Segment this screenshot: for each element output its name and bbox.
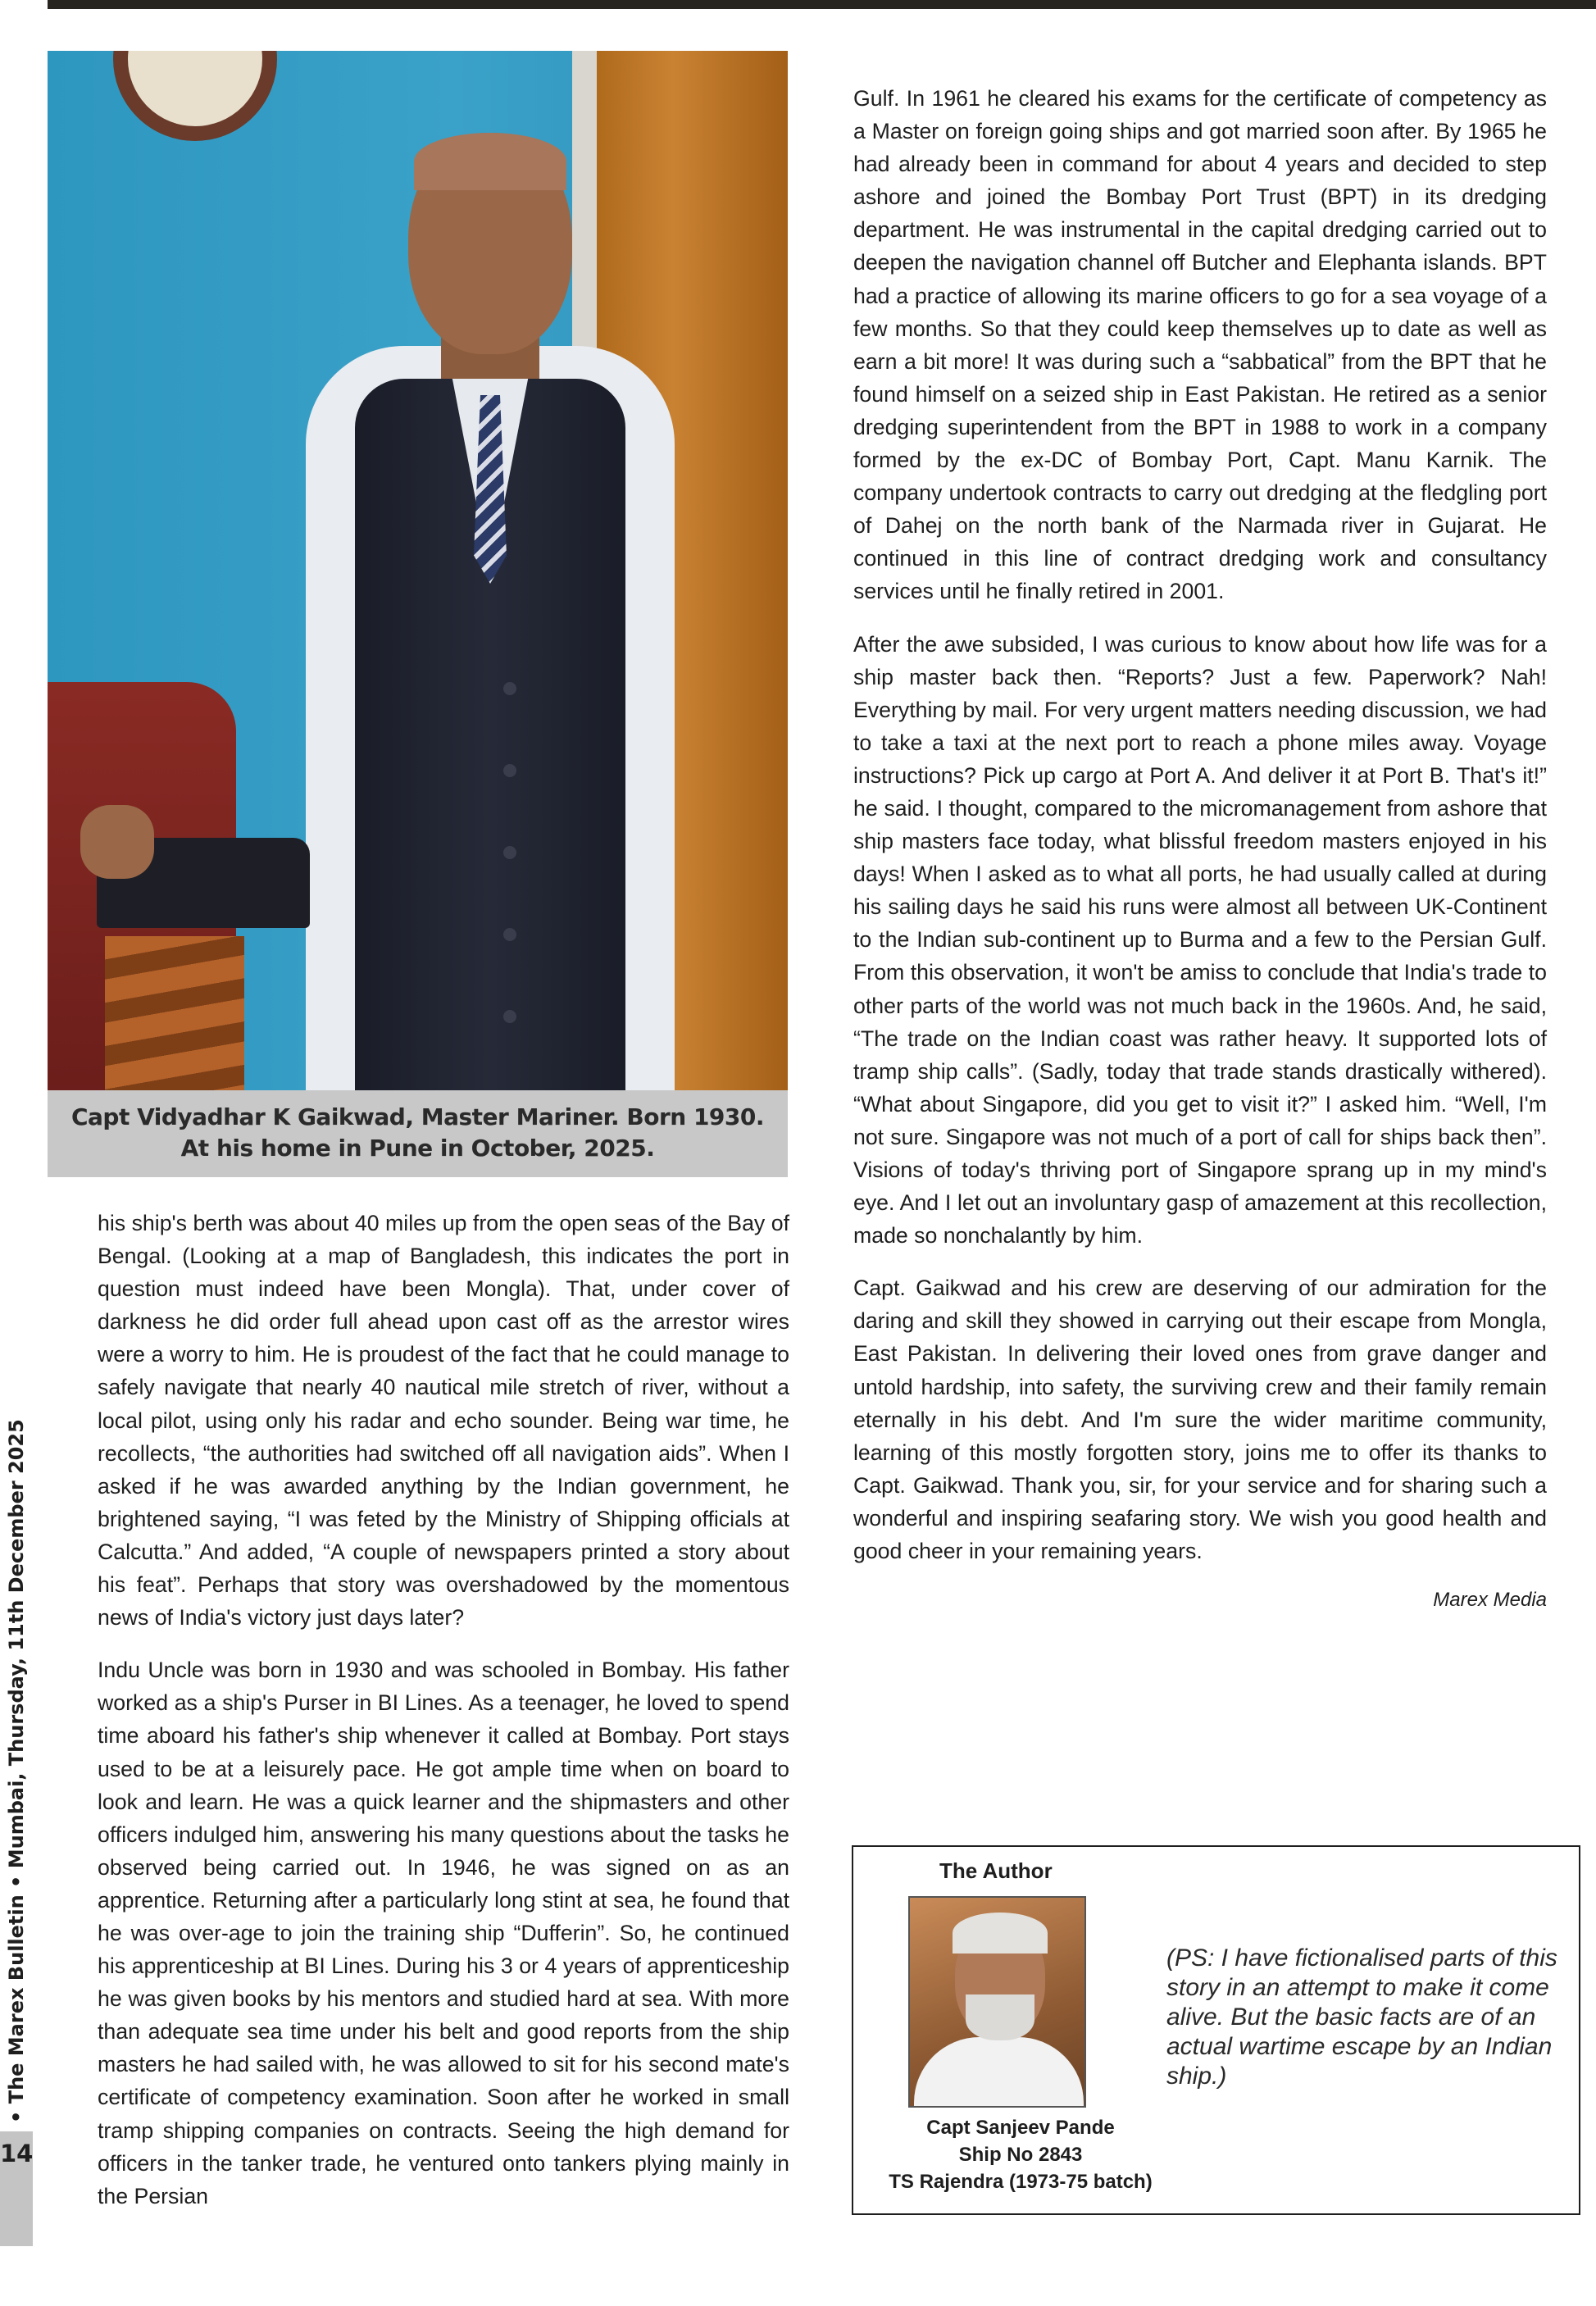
page-number: 14	[0, 2140, 34, 2167]
photo-hand	[80, 805, 154, 879]
author-photo-shirt	[914, 2037, 1084, 2108]
photo-vest-button	[503, 1010, 516, 1023]
running-head: • The Marex Bulletin • Mumbai, Thursday, 11th December 2025	[5, 1419, 28, 2123]
photo-vest-button	[503, 846, 516, 859]
signature: Marex Media	[1433, 1589, 1547, 1612]
article-paragraph: After the awe subsided, I was curious to know about how life was for a ship master back then. “Reports? Just a few. Paperwork? Nah! Everything by mail. For very urgent matters needing discussion, we had to take a taxi at the next port to reach a phone miles away. Voyage instructions? Pick up cargo at Port A. And deliver it at Port B. That's it!” he said. I thought, compared to the micromanagement from ashore that ship masters face today, what blissful freedom masters enjoyed in his days! When I asked as to what all ports, he had usually called at during his sailing days he said his runs were almost all between UK-Continent to the Indian sub-continent up to Burma and a few to the Persian Gulf. From this observation, it won't be amiss to conclude that India's trade to other parts of the world was not much back in the 1960s. And, he said, “The trade on the Indian coast was rather heavy. It supported lots of tramp ship calls”. (Sadly, today that trade stands drastically withered). “What about Singapore, did you get to visit it?” I asked him. “Well, I'm not sure. Singapore was not much of a port of call for ships back then”. Visions of today's thriving port of Singapore sprang up in my mind's eye. And I let out an involuntary gasp of amazement at this recollection, made so nonchalantly by him.	[853, 631, 1547, 1249]
author-box-title: The Author	[939, 1858, 1053, 1883]
article-paragraph: his ship's berth was about 40 miles up from the open seas of the Bay of Bengal. (Looking at a map of Bangladesh, this indicates the port in question must indeed have been Mongla). That, under cover of darkness he did order full ahead upon cast off as the arrestor wires were a worry to him. He is proudest of the fact that he could manage to safely navigate that nearly 40 nautical mile stretch of river, without a local pilot, using only his radar and echo sounder. Being war time, he recollects, “the authorities had switched off all navigation aids”. When I asked if he was awarded anything by the Indian government, he brightened saying, “I was feted by the Ministry of Shipping officials at Calcutta.” And added, “A couple of newspapers printed a story about his feat”. Perhaps that story was overshadowed by the momentous news of India's victory just days later?	[98, 1211, 789, 1631]
author-name: Capt Sanjeev Pande	[926, 2117, 1115, 2139]
photo-caption-line: Capt Vidyadhar K Gaikwad, Master Mariner. Born 1930.	[70, 1103, 765, 1130]
photo-chair-wood	[105, 936, 244, 1090]
photo-wall-clock	[113, 51, 277, 141]
author-photo-hair	[953, 1913, 1048, 1954]
photo-vest-button	[503, 928, 516, 941]
author-ship-no: Ship No 2843	[958, 2144, 1083, 2166]
author-batch: TS Rajendra (1973-75 batch)	[889, 2171, 1153, 2193]
article-paragraph: Capt. Gaikwad and his crew are deserving of our admiration for the daring and skill they showed in carrying out their escape from Mongla, East Pakistan. In delivering their loved ones from grave danger and untold hardship, into safety, the surviving crew and their family remain eternally in his debt. And I'm sure the wider maritime community, learning of this mostly forgotten story, joins me to offer its thanks to Capt. Gaikwad. Thank you, sir, for your service and for sharing such a wonderful and inspiring seafaring story. We wish you good health and good cheer in your remaining years.	[853, 1276, 1547, 1564]
left-column	[98, 1207, 789, 2232]
photo-head-top	[414, 133, 566, 190]
photo-vest-button	[503, 682, 516, 695]
author-box	[852, 1845, 1580, 2215]
article-paragraph: Gulf. In 1961 he cleared his exams for the certificate of competency as a Master on foreign going ships and got married soon after. By 1965 he had already been in command for about 4 years and decided to step ashore and joined the Bombay Port Trust (BPT) in its dredging department. He was instrumental in the capital dredging carried out to deepen the navigation channel off Butcher and Elephanta islands. BPT had a practice of allowing its marine officers to go for a sea voyage of a few months. So that they could keep themselves up to date as well as earn a bit more! It was during such a “sabbatical” from the BPT that he found himself on a seized ship in East Pakistan. He retired as a senior dredging superintendent from the BPT in 1988 to work in a company formed by the ex-DC of Bombay Port, Capt. Manu Karnik. The company undertook contracts to carry out dredging at the fledgling port of Dahej on the north bank of the Narmada river in Gujarat. He continued in this line of contract dredging work and consultancy services until he finally retired in 2001.	[853, 86, 1547, 604]
photo-caption-line: At his home in Pune in October, 2025.	[180, 1135, 655, 1162]
author-note: (PS: I have fictionalised parts of this story in an attempt to make it come alive. But the basic facts are of an actual wartime escape by an Indian ship.)	[1166, 1944, 1557, 2090]
photo-vest-button	[503, 764, 516, 777]
author-credits	[865, 2114, 1176, 2195]
photo-caption	[48, 1090, 788, 1177]
author-photo-beard	[966, 1994, 1034, 2040]
article-paragraph: Indu Uncle was born in 1930 and was schooled in Bombay. His father worked as a ship's Purser in BI Lines. As a teenager, he loved to spend time aboard his father's ship whenever it called at Bombay. Port stays used to be at a leisurely pace. He got ample time when on board to look and learn. He was a quick learner and the shipmasters and other officers indulged him, answering his many questions about the tasks he observed being carried out. In 1946, he was signed on as an apprentice. Returning after a particularly long stint at sea, he found that he was over-age to join the training ship “Dufferin”. So, he continued his apprenticeship at BI Lines. During his 3 or 4 years of apprenticeship he was given books by his mentors and studied hard at sea. With more than adequate sea time under his belt and good reports from the ship masters he had sailed with, he was allowed to sit for his second mate's certificate of competency examination. Soon after he worked in small tramp shipping companies on contracts. Seeing the high demand for officers in the tanker trade, he ventured onto tankers plying mainly in the Persian	[98, 1658, 789, 2208]
top-rule	[48, 0, 1596, 9]
main-photo	[48, 51, 788, 1090]
author-photo	[908, 1896, 1086, 2108]
right-column	[853, 82, 1547, 1617]
